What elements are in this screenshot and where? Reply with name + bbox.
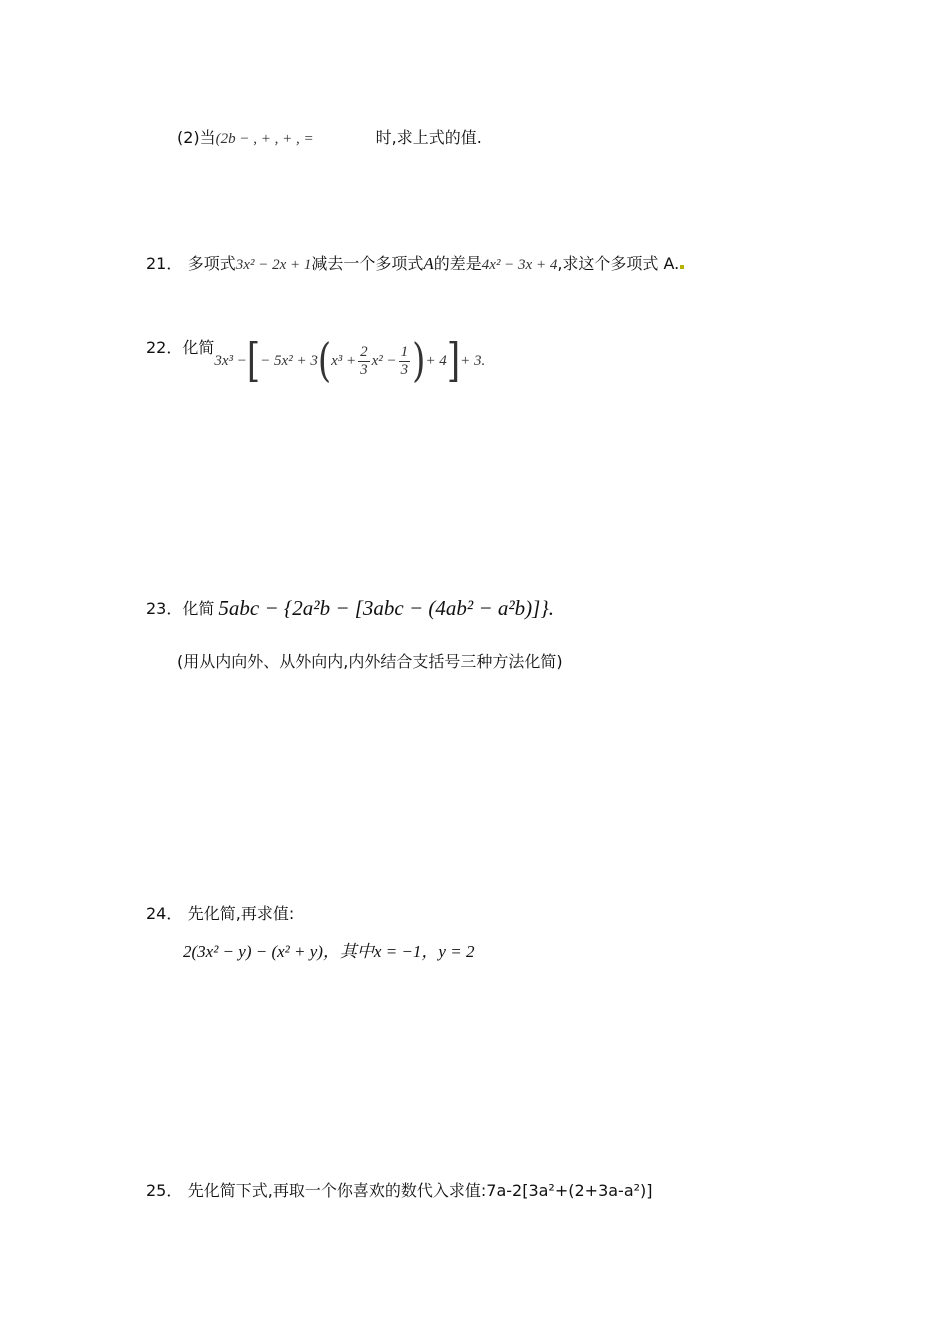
q22-frac2-numerator: 1	[400, 344, 409, 360]
q22-fraction-1	[358, 344, 370, 378]
q24-text: 先化简,再求值:	[187, 904, 295, 923]
q22-expr-part3: x³ +	[331, 352, 357, 369]
left-bracket-icon: [	[246, 334, 261, 388]
q21-expr1: 3x² − 2x + 1	[235, 257, 312, 273]
q22-expr-part4: x² −	[371, 352, 397, 369]
question-21	[146, 255, 684, 273]
q21-text4: ,求这个多项式 A.	[557, 254, 680, 273]
q23-expression: 5abc − {2a²b − [3abc − (4ab² − a²b)]}.	[218, 596, 554, 620]
q21-text3: 的差是	[433, 254, 482, 273]
q22-expr-part1: 3x³ −	[214, 352, 247, 369]
q22-text: 化简	[182, 338, 215, 357]
q21-text1: 多项式	[187, 254, 236, 273]
q25-number: 25．	[146, 1181, 183, 1200]
q22-frac2-denominator: 3	[400, 361, 409, 378]
right-paren-icon: )	[412, 334, 426, 388]
q22-expr-part6: + 3.	[460, 352, 486, 369]
q20-expression: (2b − , + , + , =	[215, 131, 314, 147]
question-25	[146, 1183, 653, 1200]
question-22	[146, 336, 485, 386]
q21-expr2: 4x² − 3x + 4	[481, 257, 558, 273]
q23-text: 化简	[182, 598, 215, 618]
edit-marker-icon	[680, 265, 684, 269]
question-24	[146, 906, 294, 923]
q20-prefix: (2)当	[177, 128, 216, 147]
q22-frac1-denominator: 3	[360, 361, 368, 378]
q21-var-a: A	[423, 254, 434, 273]
q23-note: (用从内向外、从外向内,内外结合支括号三种方法化简)	[177, 652, 563, 671]
q22-expr-part2: − 5x² + 3	[260, 352, 318, 369]
q22-number: 22．	[146, 338, 183, 357]
left-paren-icon: (	[317, 334, 332, 388]
right-bracket-icon: ]	[446, 334, 461, 388]
q24-number: 24．	[146, 904, 183, 923]
question-23	[146, 598, 554, 619]
q25-text: 先化简下式,再取一个你喜欢的数代入求值:7a-2[3a²+(2+3a-a²)]	[187, 1181, 653, 1200]
q22-fraction-2	[399, 344, 411, 378]
q21-number: 21．	[146, 254, 183, 273]
q21-text2: 减去一个多项式	[311, 254, 424, 273]
q20-suffix: 时,求上式的值.	[375, 128, 482, 147]
q23-number: 23．	[146, 598, 183, 618]
q24-expression: 2(3x² − y) − (x² + y)，其中x = −1，y = 2	[183, 942, 475, 961]
q22-frac1-numerator: 2	[360, 344, 368, 360]
q22-expr-part5: + 4	[425, 352, 447, 369]
question-20-part-2	[177, 126, 482, 147]
